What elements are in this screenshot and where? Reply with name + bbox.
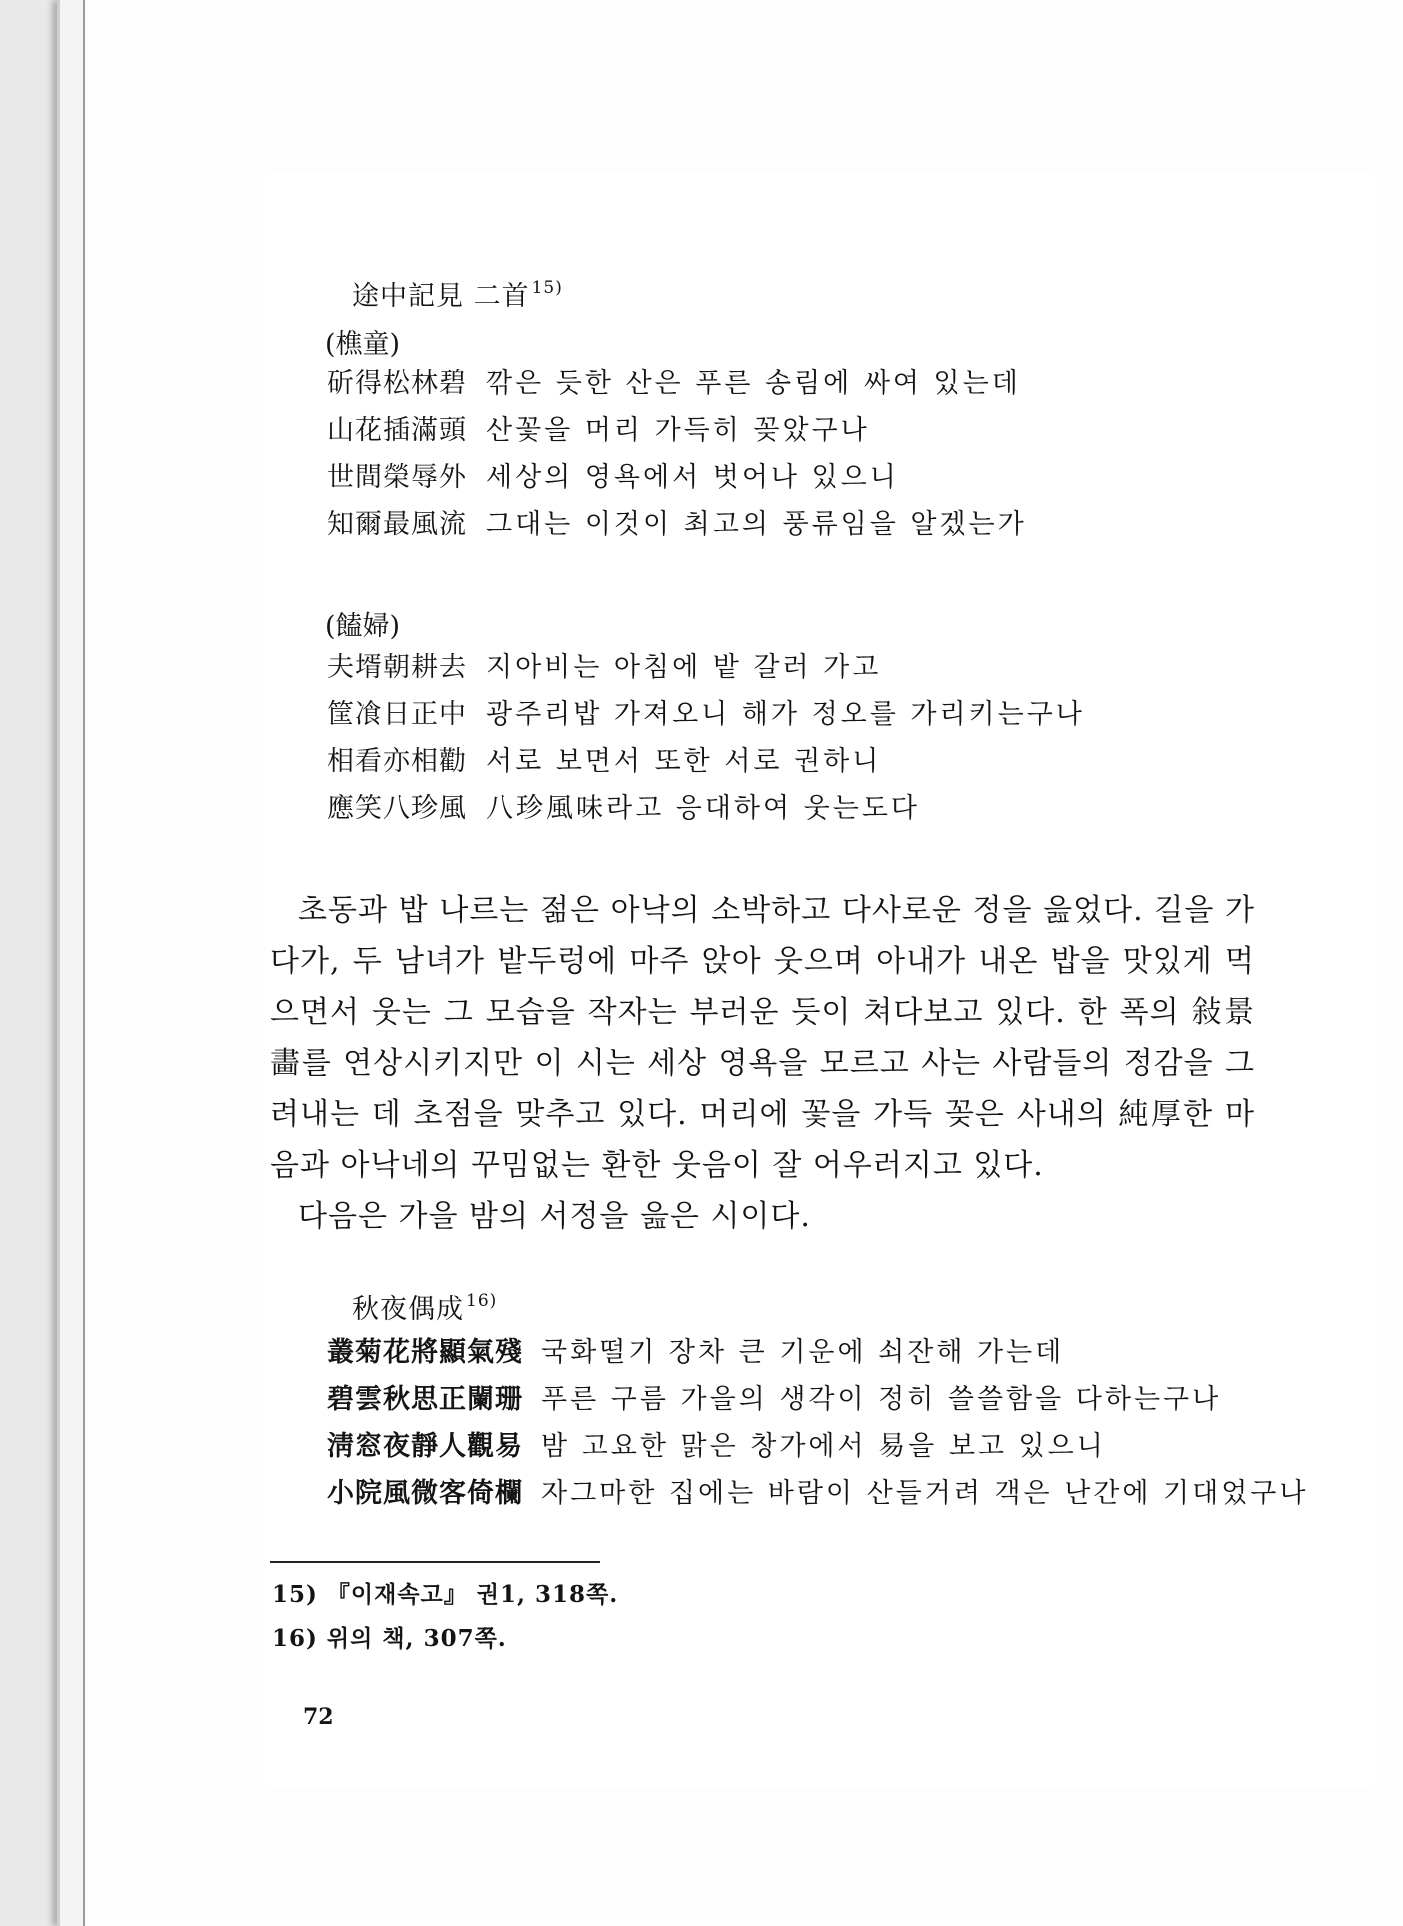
- verse-line: [327, 1380, 1222, 1420]
- section-head-yeopbu: (饁婦): [325, 611, 401, 642]
- verse-korean: 세상의 영욕에서 벗어나 있으니: [486, 462, 899, 493]
- verse-korean: 지아비는 아침에 밭 갈러 가고: [486, 652, 882, 683]
- section-head-chodong: (樵童): [325, 329, 401, 360]
- verse-hanja: 夫壻朝耕去: [327, 652, 467, 683]
- verse-hanja: 應笑八珍風: [327, 793, 467, 824]
- verse-line: [327, 695, 1085, 735]
- verse-hanja: 世間榮辱外: [327, 462, 467, 493]
- verse-hanja: 小院風微客倚欄: [327, 1478, 523, 1509]
- commentary: [270, 885, 1255, 1242]
- verse-line: [327, 789, 920, 829]
- verse-line: [327, 505, 1027, 545]
- footnote-16: 16) 위의 책, 307쪽.: [272, 1625, 507, 1652]
- verse-line: [327, 458, 899, 498]
- footnote-divider: [270, 1561, 600, 1563]
- verse-line: [327, 742, 882, 782]
- footnote-15: 15) 『이재속고』 권1, 318쪽.: [272, 1581, 619, 1608]
- verse-korean: 서로 보면서 또한 서로 권하니: [486, 746, 882, 777]
- verse-line: [327, 648, 882, 688]
- verse-line: [327, 1427, 1106, 1467]
- verse-hanja: 知爾最風流: [327, 509, 467, 540]
- footnote-ref-15: 15): [531, 278, 563, 298]
- verse-korean: 자그마한 집에는 바람이 산들거려 객은 난간에 기대었구나: [541, 1478, 1309, 1509]
- poem2-title-text: 秋夜偶成: [352, 1294, 464, 1325]
- verse-korean: 국화떨기 장차 큰 기운에 쇠잔해 가는데: [541, 1337, 1065, 1368]
- verse-line: [327, 411, 870, 451]
- verse-korean: 밤 고요한 맑은 창가에서 易을 보고 있으니: [541, 1431, 1106, 1462]
- verse-korean: 八珍風味라고 응대하여 웃는도다: [486, 793, 920, 824]
- commentary-paragraph: 다음은 가을 밤의 서정을 읊은 시이다.: [298, 1199, 811, 1234]
- verse-korean: 그대는 이것이 최고의 풍류임을 알겠는가: [486, 509, 1027, 540]
- verse-line: [327, 364, 1021, 404]
- verse-hanja: 叢菊花將顯氣殘: [327, 1337, 523, 1368]
- verse-korean: 광주리밥 가져오니 해가 정오를 가리키는구나: [486, 699, 1085, 730]
- verse-line: [327, 1333, 1065, 1373]
- verse-hanja: 斫得松林碧: [327, 368, 467, 399]
- verse-hanja: 碧雲秋思正闌珊: [327, 1384, 523, 1415]
- verse-hanja: 山花插滿頭: [327, 415, 467, 446]
- verse-hanja: 筐飡日正中: [327, 699, 467, 730]
- verse-korean: 산꽃을 머리 가득히 꽂았구나: [486, 415, 870, 446]
- verse-korean: 푸른 구름 가을의 생각이 정히 쓸쓸함을 다하는구나: [541, 1384, 1222, 1415]
- footnote-ref-16: 16): [466, 1291, 498, 1311]
- verse-hanja: 淸窓夜靜人觀易: [327, 1431, 523, 1462]
- poem2-title: [352, 1287, 497, 1326]
- poem1-title-text: 途中記見 二首: [352, 281, 530, 312]
- poem1-title: [352, 274, 563, 313]
- verse-line: [327, 1474, 1309, 1514]
- page-number: 72: [303, 1704, 334, 1730]
- commentary-paragraph: 초동과 밥 나르는 젊은 아낙의 소박하고 다사로운 정을 읊었다. 길을 가다가, 두 남녀가 밭두렁에 마주 앉아 웃으며 아내가 내온 밥을 맛있게 먹으면서 웃는 그 모습을 작자는 부러운 듯이 쳐다보고 있다. 한 폭의 敍景畵를 연상시키지만 이 시는 세상 영욕을 모르고 사는 사람들의 정감을 그려내는 데 초점을 맞추고 있다. 머리에 꽃을 가득 꽂은 사내의 純厚한 마음과 아낙네의 꾸밈없는 환한 웃음이 잘 어우러지고 있다.: [270, 893, 1255, 1183]
- verse-hanja: 相看亦相勸: [327, 746, 467, 777]
- verse-korean: 깎은 듯한 산은 푸른 송림에 싸여 있는데: [486, 368, 1021, 399]
